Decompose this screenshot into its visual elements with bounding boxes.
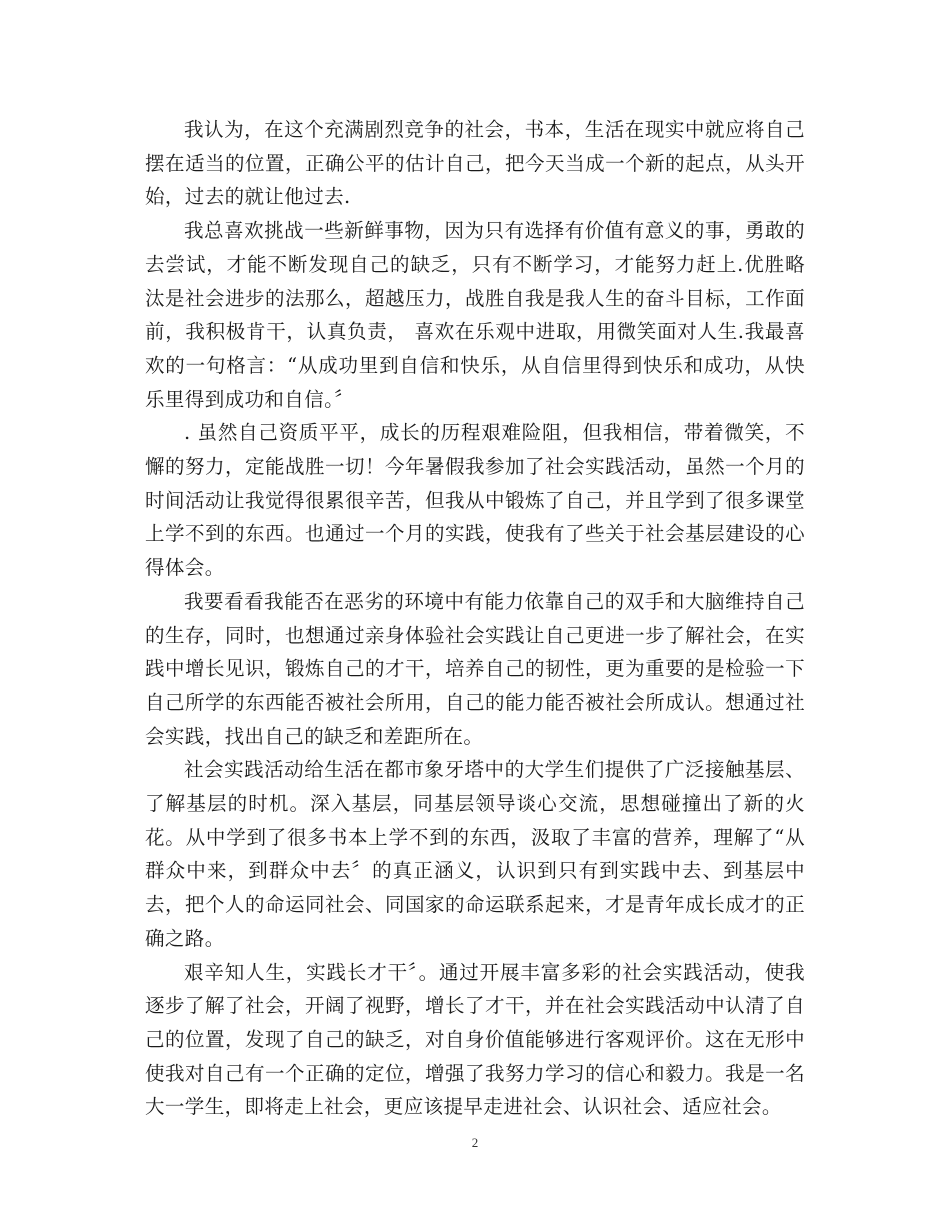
paragraph-6: 艰辛知人生，实践长才干〞。通过开展丰富多彩的社会实践活动，使我逐步了解了社会，开阔了视野，增长了才干，并在社会实践活动中认清了自己的位置，发现了自己的缺乏，对自身价值能够进行客观评价。这在无形中使我对自己有一个正确的定位，增强了我努力学习的信心和毅力。我是一名大一学生，即将走上社会，更应该提早走进社会、认识社会、适应社会。 xyxy=(145,960,805,1119)
paragraph-5: 社会实践活动给生活在都市象牙塔中的大学生们提供了广泛接触基层、了解基层的时机。深入基层，同基层领导谈心交流，思想碰撞出了新的火花。从中学到了很多书本上学不到的东西，汲取了丰富的营养，理解了“从群众中来，到群众中去〞的真正涵义，认识到只有到实践中去、到基层中去，把个人的命运同社会、同国家的命运联系起来，才是青年成长成才的正确之路。 xyxy=(145,758,805,950)
paragraph-1: 我认为，在这个充满剧烈竞争的社会，书本，生活在现实中就应将自己摆在适当的位置，正确公平的估计自己，把今天当成一个新的起点，从头开始，过去的就让他过去. xyxy=(145,118,805,209)
document-body xyxy=(145,113,805,1124)
paragraph-2: 我总喜欢挑战一些新鲜事物，因为只有选择有价值有意义的事，勇敢的去尝试，才能不断发现自己的缺乏，只有不断学习，才能努力赶上.优胜略汰是社会进步的法那么，超越压力，战胜自我是我人生的奋斗目标，工作面前，我积极肯干，认真负责， 喜欢在乐观中进取，用微笑面对人生.我最喜欢的一句格言：“从成功里到自信和快乐，从自信里得到快乐和成功，从快乐里得到成功和自信。〞 xyxy=(145,219,805,411)
paragraph-3: . 虽然自己资质平平，成长的历程艰难险阻，但我相信，带着微笑，不懈的努力，定能战胜一切！今年暑假我参加了社会实践活动，虽然一个月的时间活动让我觉得很累很辛苦，但我从中锻炼了自己，并且学到了很多课堂上学不到的东西。也通过一个月的实践，使我有了些关于社会基层建设的心得体会。 xyxy=(145,421,805,580)
paragraph-4: 我要看看我能否在恶劣的环境中有能力依靠自己的双手和大脑维持自己的生存，同时，也想通过亲身体验社会实践让自己更进一步了解社会，在实践中增长见识，锻炼自己的才干，培养自己的韧性，更为重要的是检验一下自己所学的东西能否被社会所用，自己的能力能否被社会所成认。想通过社会实践，找出自己的缺乏和差距所在。 xyxy=(145,589,805,748)
page-number: 2 xyxy=(471,1135,479,1150)
